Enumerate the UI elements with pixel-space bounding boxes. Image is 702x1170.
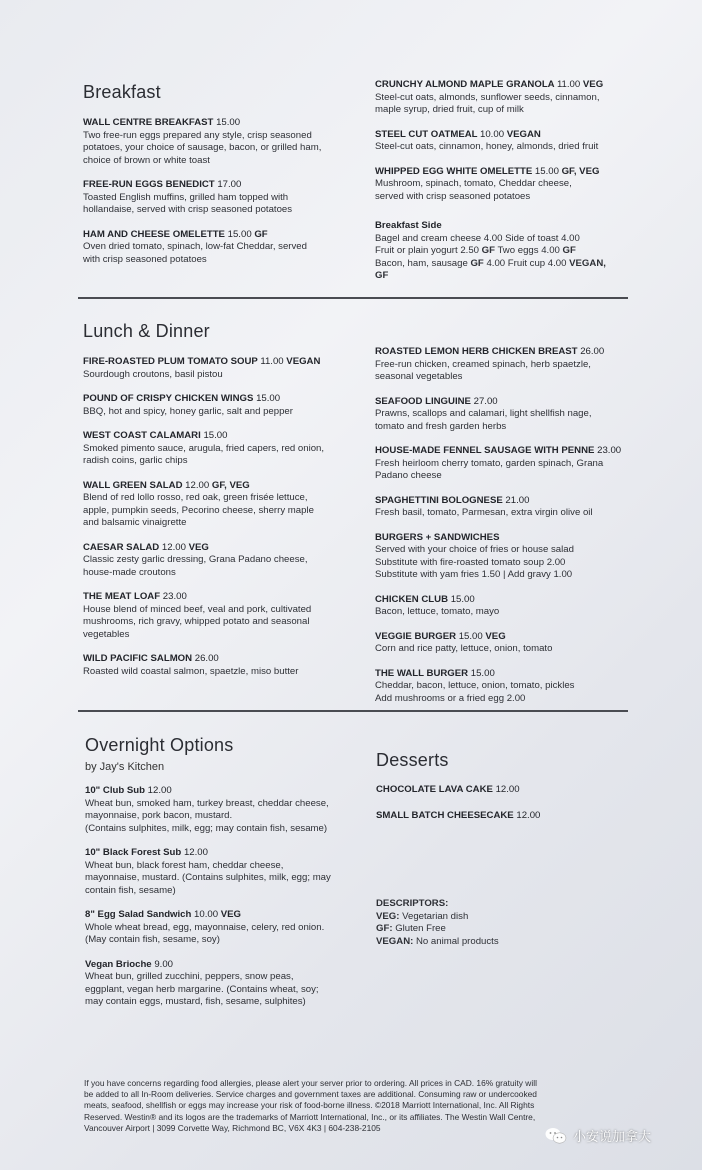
menu-item-name: ROASTED LEMON HERB CHICKEN BREAST bbox=[375, 346, 578, 357]
menu-item bbox=[83, 430, 353, 468]
menu-item bbox=[83, 117, 353, 167]
menu-item-tag: VEGAN bbox=[506, 128, 541, 140]
menu-item-description: (Contains sulphites, milk, egg; may contain fish, sesame) bbox=[85, 822, 328, 834]
menu-item-tag: VEG bbox=[188, 541, 209, 553]
menu-item-name: VEGGIE BURGER bbox=[375, 630, 457, 642]
menu-item-description: eggplant, vegan herb margarine. (Contains wheat, soy; bbox=[85, 983, 319, 995]
menu-item-description: seasonal vegetables bbox=[375, 371, 463, 382]
menu-item-price: 15.00 bbox=[256, 393, 281, 404]
menu-item-price: 12.00 bbox=[185, 479, 210, 491]
menu-item-description: Steel-cut oats, almonds, sunflower seeds, cinnamon, bbox=[375, 91, 600, 103]
menu-item-name: THE WALL BURGER bbox=[375, 667, 469, 679]
menu-item-name: STEEL CUT OATMEAL bbox=[375, 128, 478, 140]
menu-item-description: potatoes, your choice of sausage, bacon, or grilled ham, bbox=[83, 142, 322, 153]
menu-item-description: served with crisp seasoned potatoes bbox=[375, 190, 531, 202]
menu-item-title bbox=[85, 847, 355, 860]
menu-item bbox=[375, 668, 645, 706]
footer-line: be added to all In-Room deliveries. Service charges and government taxes are additional. Consuming raw or undercooked bbox=[84, 1089, 537, 1100]
menu-item-description: Bacon, lettuce, tomato, mayo bbox=[375, 606, 500, 617]
menu-item-title bbox=[375, 129, 645, 142]
descriptor-key: VEG: bbox=[376, 910, 400, 922]
menu-item bbox=[375, 445, 645, 483]
descriptor-key: VEGAN: bbox=[376, 935, 414, 947]
menu-item-tag: VEG bbox=[220, 909, 241, 920]
menu-item-description: with crisp seasoned potatoes bbox=[83, 253, 207, 265]
breakfast-side-title: Breakfast Side bbox=[375, 220, 442, 231]
menu-item-title bbox=[83, 542, 353, 555]
breakfast-right-column bbox=[375, 79, 645, 215]
menu-item-description: Blend of red lollo rosso, red oak, green frisée lettuce, bbox=[83, 492, 308, 503]
menu-item-description: Substitute with yam fries 1.50 | Add gravy 1.00 bbox=[375, 569, 573, 580]
menu-item bbox=[375, 346, 645, 384]
menu-item-name: Vegan Brioche bbox=[85, 958, 152, 970]
menu-item bbox=[375, 79, 645, 117]
menu-item-description: Steel-cut oats, cinnamon, honey, almonds, dried fruit bbox=[375, 141, 599, 152]
menu-item-price: 23.00 bbox=[597, 445, 622, 456]
descriptor-value: Vegetarian dish bbox=[399, 910, 469, 922]
menu-item-name: BURGERS + SANDWICHES bbox=[375, 531, 500, 543]
menu-item-name: WILD PACIFIC SALMON bbox=[83, 653, 193, 664]
menu-item bbox=[83, 356, 353, 381]
menu-item-description: Sourdough croutons, basil pistou bbox=[83, 368, 223, 380]
menu-item-price: 12.00 bbox=[495, 784, 520, 795]
menu-item-title bbox=[83, 393, 353, 406]
menu-item-price: 12.00 bbox=[147, 785, 172, 796]
menu-item-description: may contain eggs, mustard, fish, sesame, sulphites) bbox=[85, 996, 306, 1007]
menu-item-tag: VEG bbox=[582, 79, 604, 90]
menu-item-description: House blend of minced beef, veal and pork, cultivated bbox=[83, 603, 312, 615]
menu-item-price: 15.00 bbox=[534, 165, 559, 177]
menu-item-description: Roasted wild coastal salmon, spaetzle, miso butter bbox=[83, 665, 299, 677]
menu-item-price: 10.00 bbox=[480, 128, 505, 140]
menu-item-price: 9.00 bbox=[154, 958, 174, 970]
menu-item-price: 11.00 bbox=[260, 356, 284, 367]
menu-item-description: BBQ, hot and spicy, honey garlic, salt and pepper bbox=[83, 405, 293, 417]
menu-item-title bbox=[375, 594, 645, 607]
menu-item bbox=[375, 396, 645, 434]
menu-item bbox=[85, 847, 355, 897]
menu-item-price: 26.00 bbox=[194, 653, 219, 664]
menu-item-price: 15.00 bbox=[203, 430, 228, 441]
menu-item-title bbox=[375, 445, 645, 458]
menu-item-description: maple syrup, dried fruit, cup of milk bbox=[375, 104, 524, 115]
menu-item-tag: GF bbox=[254, 228, 268, 240]
menu-item-price: 17.00 bbox=[217, 179, 242, 190]
footer-line: Vancouver Airport | 3099 Corvette Way, Richmond BC, V6X 4K3 | 604-238-2105 bbox=[84, 1122, 381, 1133]
menu-item-name: POUND OF CRISPY CHICKEN WINGS bbox=[83, 393, 254, 404]
desserts-heading: Desserts bbox=[376, 750, 449, 770]
menu-item bbox=[85, 909, 355, 947]
menu-item-description: vegetables bbox=[83, 628, 130, 640]
menu-item-title bbox=[83, 480, 353, 493]
overnight-heading: Overnight Options bbox=[85, 735, 234, 755]
menu-item-description: Toasted English muffins, grilled ham topped with bbox=[83, 191, 289, 203]
menu-item-title bbox=[375, 396, 645, 409]
menu-item-title bbox=[83, 430, 353, 443]
menu-item-tag: VEG bbox=[485, 630, 506, 642]
menu-item-title bbox=[83, 117, 353, 130]
menu-item bbox=[85, 959, 355, 1009]
overnight-column bbox=[85, 785, 355, 1021]
menu-item-description: Fresh basil, tomato, Parmesan, extra virgin olive oil bbox=[375, 507, 593, 518]
menu-item-title bbox=[83, 591, 353, 604]
descriptor-line bbox=[376, 923, 646, 936]
menu-item-title bbox=[83, 356, 353, 369]
menu-item-description: tomato and fresh garden herbs bbox=[375, 420, 507, 432]
menu-item bbox=[83, 393, 353, 418]
menu-item-description: mayonnaise, pork bacon, mustard. bbox=[85, 810, 233, 821]
menu-item bbox=[375, 532, 645, 582]
breakfast-side-line-4: GF bbox=[375, 270, 389, 281]
menu-item-description: radish coins, garlic chips bbox=[83, 455, 188, 466]
menu-item-name: CRUNCHY ALMOND MAPLE GRANOLA bbox=[375, 79, 555, 90]
descriptor-value: Gluten Free bbox=[392, 923, 446, 934]
menu-item-description: mayonnaise, mustard. (Contains sulphites, milk, egg; may bbox=[85, 872, 331, 883]
breakfast-heading: Breakfast bbox=[83, 82, 161, 102]
menu-item-description: Corn and rice patty, lettuce, onion, tomato bbox=[375, 643, 553, 654]
menu-item-name: WALL CENTRE BREAKFAST bbox=[83, 117, 214, 128]
menu-item-price: 23.00 bbox=[162, 591, 187, 602]
breakfast-side bbox=[375, 220, 645, 283]
menu-item bbox=[375, 495, 645, 520]
footer-line: meats, seafood, shellfish or eggs may increase your risk of food-borne illness. ©2018 Marriott International, Inc. All Rights bbox=[84, 1100, 535, 1111]
menu-item-description: Wheat bun, black forest ham, cheddar cheese, bbox=[85, 859, 284, 871]
menu-item-price: 11.00 bbox=[556, 79, 581, 90]
menu-item-name: WHIPPED EGG WHITE OMELETTE bbox=[375, 165, 533, 177]
menu-item-name: 10" Black Forest Sub bbox=[85, 847, 182, 858]
menu-item-description: Classic zesty garlic dressing, Grana Padano cheese, bbox=[83, 554, 308, 565]
menu-item-description: Two free-run eggs prepared any style, crisp seasoned bbox=[83, 129, 312, 141]
menu-item bbox=[83, 542, 353, 580]
menu-item bbox=[83, 653, 353, 678]
menu-item-name: SPAGHETTINI BOLOGNESE bbox=[375, 494, 503, 506]
menu-item-description: Fresh heirloom cherry tomato, garden spinach, Grana bbox=[375, 457, 604, 469]
descriptor-key: GF: bbox=[376, 923, 393, 934]
menu-item-title bbox=[83, 179, 353, 192]
menu-item-name: WEST COAST CALAMARI bbox=[83, 430, 201, 441]
menu-item-price: 15.00 bbox=[470, 667, 495, 679]
menu-item-title bbox=[375, 495, 645, 508]
menu-item-name: 8" Egg Salad Sandwich bbox=[85, 909, 192, 920]
breakfast-side-line-2: Fruit or plain yogurt 2.50 GF Two eggs 4.00 GF bbox=[375, 245, 576, 256]
section-divider bbox=[78, 710, 628, 712]
menu-item-title bbox=[375, 532, 645, 545]
menu-item-price: 15.00 bbox=[227, 228, 252, 240]
menu-item bbox=[375, 631, 645, 656]
menu-item-price: 27.00 bbox=[473, 395, 498, 407]
menu-item-tag: GF, VEG bbox=[211, 479, 250, 491]
menu-item-description: Padano cheese bbox=[375, 470, 442, 481]
descriptors bbox=[376, 898, 646, 948]
wechat-icon bbox=[545, 1127, 567, 1145]
menu-item-name: HAM AND CHEESE OMELETTE bbox=[83, 228, 225, 240]
menu-item bbox=[83, 591, 353, 641]
menu-item-description: Add mushrooms or a fried egg 2.00 bbox=[375, 692, 526, 704]
menu-item-title bbox=[375, 668, 645, 681]
menu-item-description: Cheddar, bacon, lettuce, onion, tomato, pickles bbox=[375, 680, 575, 691]
menu-item-title bbox=[375, 346, 645, 359]
menu-item-title bbox=[375, 631, 645, 644]
menu-item-description: contain fish, sesame) bbox=[85, 884, 176, 896]
menu-item bbox=[375, 594, 645, 619]
descriptor-value: No animal products bbox=[413, 935, 499, 947]
menu-item-title bbox=[85, 909, 355, 922]
menu-item-name: CHOCOLATE LAVA CAKE bbox=[376, 784, 493, 795]
menu-item-name: FREE-RUN EGGS BENEDICT bbox=[83, 179, 215, 190]
menu-item bbox=[375, 166, 645, 204]
menu-item-price: 15.00 bbox=[450, 593, 475, 605]
menu-item-price: 12.00 bbox=[183, 847, 208, 858]
lunch-left-column bbox=[83, 356, 353, 690]
menu-item-description: Wheat bun, grilled zucchini, peppers, snow peas, bbox=[85, 971, 294, 982]
menu-item bbox=[83, 229, 353, 267]
menu-item-title bbox=[375, 166, 645, 179]
section-divider bbox=[78, 297, 628, 299]
menu-item-description: Served with your choice of fries or house salad bbox=[375, 544, 574, 555]
lunch-heading: Lunch & Dinner bbox=[83, 321, 210, 341]
menu-item-description: choice of brown or white toast bbox=[83, 154, 210, 166]
menu-item-price: 15.00 bbox=[458, 630, 483, 642]
breakfast-side-line-3: Bacon, ham, sausage GF 4.00 Fruit cup 4.00 VEGAN, bbox=[375, 257, 606, 269]
menu-item-title bbox=[83, 229, 353, 242]
menu-item-name: 10" Club Sub bbox=[85, 785, 145, 796]
lunch-right-column bbox=[375, 346, 645, 717]
menu-item-price: 26.00 bbox=[580, 346, 605, 357]
menu-item-title bbox=[85, 785, 355, 798]
menu-item-description: Substitute with fire-roasted tomato soup 2.00 bbox=[375, 556, 566, 568]
desserts-column bbox=[376, 784, 646, 835]
menu-item-name: WALL GREEN SALAD bbox=[83, 479, 183, 491]
menu-item-description: Free-run chicken, creamed spinach, herb spaetzle, bbox=[375, 358, 591, 370]
descriptor-line bbox=[376, 911, 646, 924]
footer-line: If you have concerns regarding food allergies, please alert your server prior to ordering. All prices in CAD. 16% gratuity will bbox=[84, 1078, 537, 1088]
menu-item-price: 12.00 bbox=[161, 541, 186, 553]
watermark-text: 小安说加拿大 bbox=[573, 1129, 652, 1144]
menu-item-title bbox=[83, 653, 353, 666]
menu-item-description: Whole wheat bread, egg, mayonnaise, celery, red onion. bbox=[85, 921, 325, 933]
menu-item-price: 21.00 bbox=[505, 494, 530, 506]
breakfast-left-column bbox=[83, 117, 353, 278]
menu-item-name: CHICKEN CLUB bbox=[375, 593, 449, 605]
menu-item bbox=[376, 810, 646, 823]
menu-item-description: Oven dried tomato, spinach, low-fat Cheddar, served bbox=[83, 241, 307, 252]
menu-item-name: SMALL BATCH CHEESECAKE bbox=[376, 809, 514, 821]
menu-item-description: hollandaise, served with crisp seasoned potatoes bbox=[83, 204, 293, 215]
menu-item-title bbox=[376, 784, 646, 797]
menu-item-name: HOUSE-MADE FENNEL SAUSAGE WITH PENNE bbox=[375, 445, 595, 456]
overnight-subheading: by Jay's Kitchen bbox=[85, 761, 165, 773]
menu-item-title bbox=[85, 959, 355, 972]
menu-item-price: 10.00 bbox=[194, 909, 219, 920]
menu-item-description: house-made croutons bbox=[83, 566, 176, 578]
menu-item-description: and balsamic vinaigrette bbox=[83, 517, 187, 528]
menu-item-description: Prawns, scallops and calamari, light shellfish nage, bbox=[375, 408, 592, 419]
menu-item-description: Mushroom, spinach, tomato, Cheddar cheese, bbox=[375, 178, 572, 189]
menu-item-title bbox=[375, 79, 645, 92]
menu-item-name: FIRE-ROASTED PLUM TOMATO SOUP bbox=[83, 356, 258, 367]
menu-item-price: 15.00 bbox=[216, 117, 241, 128]
breakfast-side-line-1: Bagel and cream cheese 4.00 Side of toast 4.00 bbox=[375, 232, 580, 244]
menu-item-description: apple, pumpkin seeds, Pecorino cheese, sherry maple bbox=[83, 504, 314, 516]
footer-line: Reserved. Westin® and its logos are the trademarks of Marriott International, Inc., or its affiliates. The Westin Wall Centre, bbox=[84, 1111, 536, 1122]
menu-item-description: Wheat bun, smoked ham, turkey breast, cheddar cheese, bbox=[85, 797, 329, 809]
menu-item bbox=[376, 784, 646, 797]
footer-disclaimer bbox=[84, 1078, 624, 1134]
menu-item-name: SEAFOOD LINGUINE bbox=[375, 395, 471, 407]
menu-item bbox=[83, 480, 353, 530]
menu-item-description: mushrooms, rich gravy, whipped potato and seasonal bbox=[83, 616, 310, 627]
menu-item-name: CAESAR SALAD bbox=[83, 541, 160, 553]
menu-item-price: 12.00 bbox=[516, 809, 541, 821]
descriptor-line bbox=[376, 936, 646, 949]
menu-item-tag: GF, VEG bbox=[561, 165, 600, 177]
menu-item bbox=[85, 785, 355, 835]
descriptors-title: DESCRIPTORS: bbox=[376, 898, 449, 909]
menu-item-name: THE MEAT LOAF bbox=[83, 591, 161, 602]
menu-item-description: (May contain fish, sesame, soy) bbox=[85, 934, 220, 945]
menu-item-description: Smoked pimento sauce, arugula, fried capers, red onion, bbox=[83, 442, 325, 454]
menu-item bbox=[83, 179, 353, 217]
watermark bbox=[545, 1126, 651, 1145]
menu-item-title bbox=[376, 810, 646, 823]
menu-item-tag: VEGAN bbox=[286, 356, 321, 367]
menu-item bbox=[375, 129, 645, 154]
